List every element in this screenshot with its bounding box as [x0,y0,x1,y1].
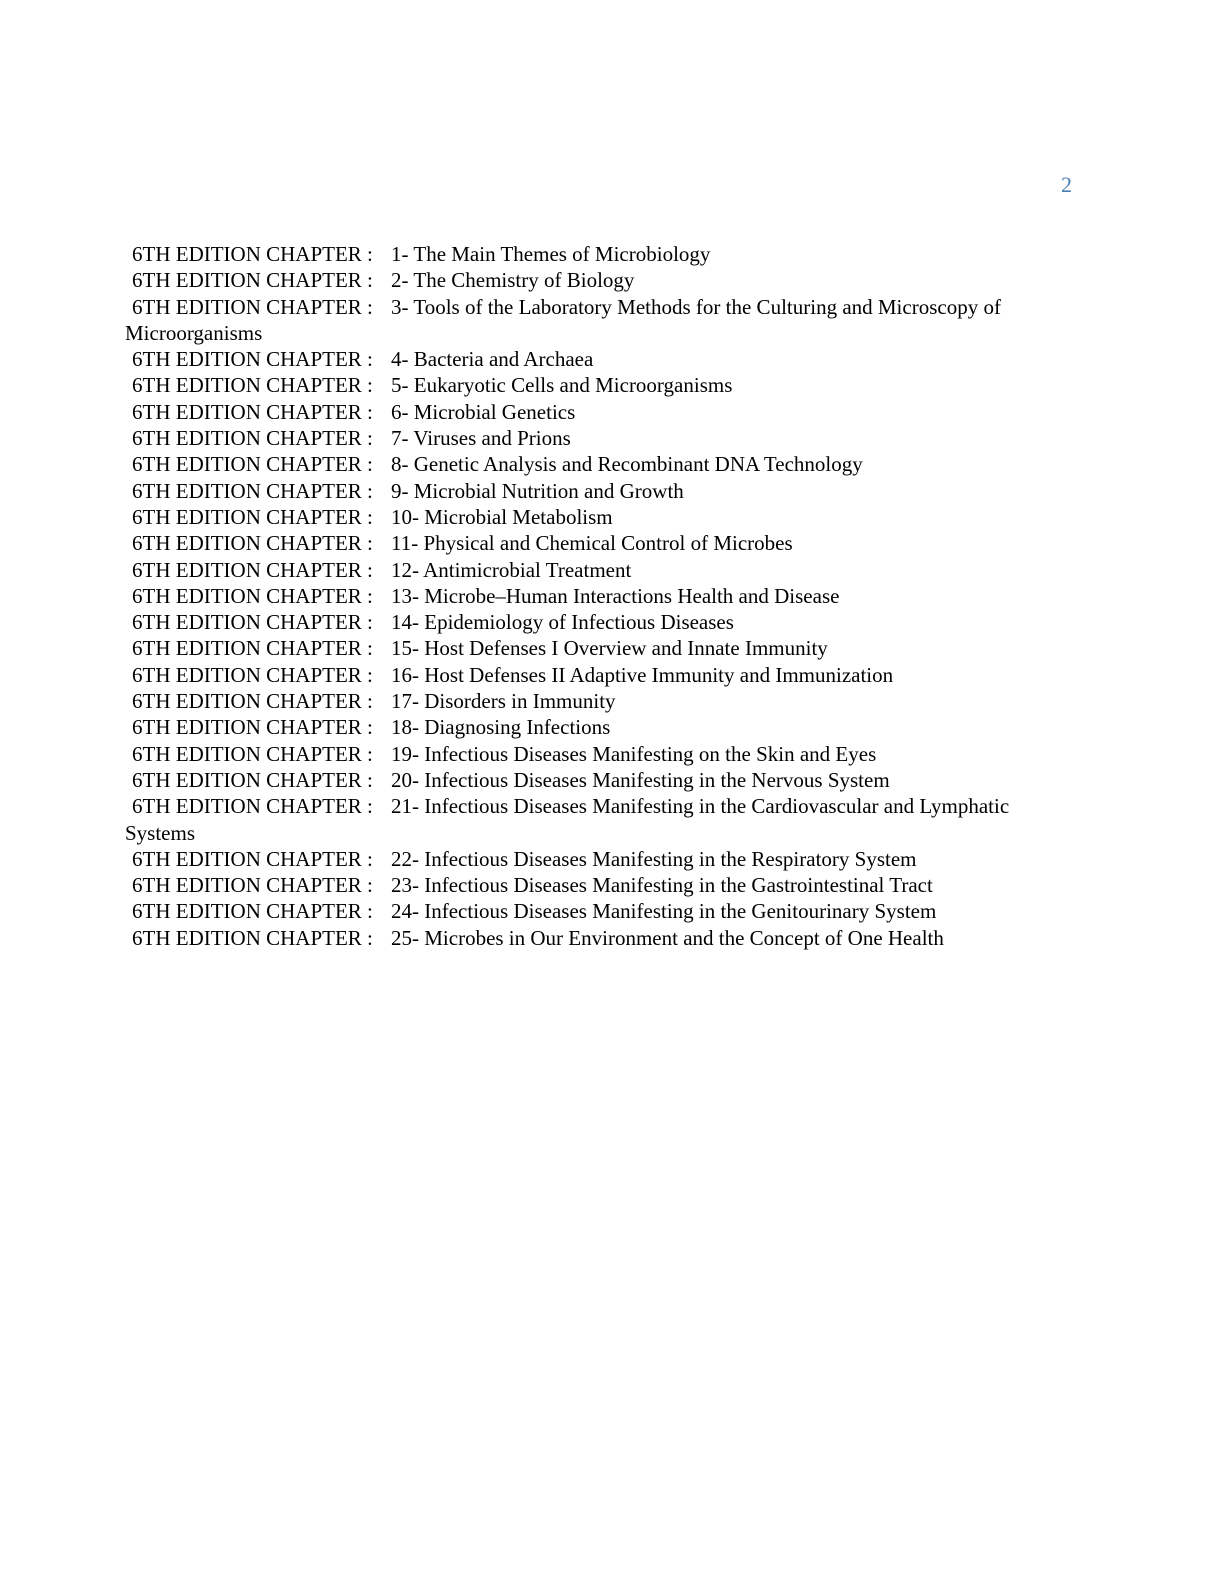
chapter-title: 13- Microbe–Human Interactions Health and Disease [391,583,840,608]
chapter-title: 4- Bacteria and Archaea [391,347,594,372]
chapter-prefix: 6TH EDITION CHAPTER : [132,873,373,898]
chapter-item [125,346,1055,372]
chapter-item [125,898,1055,924]
chapter-title: 14- Epidemiology of Infectious Diseases [391,610,734,635]
chapter-prefix: 6TH EDITION CHAPTER : [132,689,373,714]
chapter-item [125,767,1055,793]
chapter-title: 10- Microbial Metabolism [391,504,613,529]
chapter-title: 11- Physical and Chemical Control of Microbes [391,531,793,556]
chapter-item [125,635,1055,661]
chapter-item [125,241,1055,267]
page-number: 2 [1061,172,1072,197]
chapter-item [125,872,1055,898]
chapter-prefix: 6TH EDITION CHAPTER : [132,715,373,740]
chapter-item [125,662,1055,688]
chapter-prefix: 6TH EDITION CHAPTER : [132,846,373,871]
chapter-title: 15- Host Defenses I Overview and Innate Immunity [391,636,828,661]
chapter-title: 3- Tools of the Laboratory Methods for the Culturing and Microscopy of Microorganisms [125,294,1001,345]
chapter-title: 25- Microbes in Our Environment and the Concept of One Health [391,925,944,950]
chapter-title: 12- Antimicrobial Treatment [391,557,632,582]
chapter-prefix: 6TH EDITION CHAPTER : [132,399,373,424]
chapter-prefix: 6TH EDITION CHAPTER : [132,583,373,608]
chapter-title: 6- Microbial Genetics [391,399,576,424]
chapter-title: 18- Diagnosing Infections [391,715,611,740]
chapter-title: 23- Infectious Diseases Manifesting in the Gastrointestinal Tract [391,873,933,898]
chapter-item [125,425,1055,451]
chapter-item [125,557,1055,583]
chapter-prefix: 6TH EDITION CHAPTER : [132,452,373,477]
chapter-item [125,714,1055,740]
chapter-title: 2- The Chemistry of Biology [391,268,635,293]
chapter-title: 16- Host Defenses II Adaptive Immunity and Immunization [391,662,894,687]
chapter-prefix: 6TH EDITION CHAPTER : [132,794,373,819]
chapter-item [125,583,1055,609]
chapter-prefix: 6TH EDITION CHAPTER : [132,531,373,556]
chapter-prefix: 6TH EDITION CHAPTER : [132,347,373,372]
chapter-item [125,793,1055,846]
chapter-prefix: 6TH EDITION CHAPTER : [132,478,373,503]
chapter-prefix: 6TH EDITION CHAPTER : [132,662,373,687]
chapter-item [125,688,1055,714]
chapter-title: 20- Infectious Diseases Manifesting in the Nervous System [391,767,890,792]
chapter-title: 24- Infectious Diseases Manifesting in the Genitourinary System [391,899,937,924]
chapter-item [125,478,1055,504]
chapter-prefix: 6TH EDITION CHAPTER : [132,294,373,319]
chapter-title: 9- Microbial Nutrition and Growth [391,478,684,503]
chapter-prefix: 6TH EDITION CHAPTER : [132,268,373,293]
chapter-title: 5- Eukaryotic Cells and Microorganisms [391,373,733,398]
chapter-title: 19- Infectious Diseases Manifesting on the Skin and Eyes [391,741,877,766]
chapter-prefix: 6TH EDITION CHAPTER : [132,557,373,582]
chapter-item [125,504,1055,530]
chapter-prefix: 6TH EDITION CHAPTER : [132,925,373,950]
chapter-item [125,267,1055,293]
chapter-prefix: 6TH EDITION CHAPTER : [132,741,373,766]
chapter-item [125,399,1055,425]
chapter-prefix: 6TH EDITION CHAPTER : [132,899,373,924]
chapter-title: 1- The Main Themes of Microbiology [391,242,711,266]
chapter-item [125,609,1055,635]
chapter-title: 8- Genetic Analysis and Recombinant DNA Technology [391,452,863,477]
chapter-prefix: 6TH EDITION CHAPTER : [132,426,373,451]
chapter-item [125,741,1055,767]
chapter-prefix: 6TH EDITION CHAPTER : [132,636,373,661]
chapter-item [125,530,1055,556]
chapter-list [125,241,1055,951]
chapter-prefix: 6TH EDITION CHAPTER : [132,373,373,398]
chapter-title: 17- Disorders in Immunity [391,689,616,714]
chapter-item [125,846,1055,872]
chapter-prefix: 6TH EDITION CHAPTER : [132,767,373,792]
chapter-item [125,294,1055,347]
chapter-prefix: 6TH EDITION CHAPTER : [132,504,373,529]
chapter-prefix: 6TH EDITION CHAPTER : [132,242,373,266]
chapter-prefix: 6TH EDITION CHAPTER : [132,610,373,635]
chapter-title: 22- Infectious Diseases Manifesting in the Respiratory System [391,846,917,871]
chapter-title: 7- Viruses and Prions [391,426,571,451]
chapter-item [125,451,1055,477]
chapter-item [125,925,1055,951]
chapter-item [125,372,1055,398]
chapter-title: 21- Infectious Diseases Manifesting in the Cardiovascular and Lymphatic Systems [125,794,1010,845]
